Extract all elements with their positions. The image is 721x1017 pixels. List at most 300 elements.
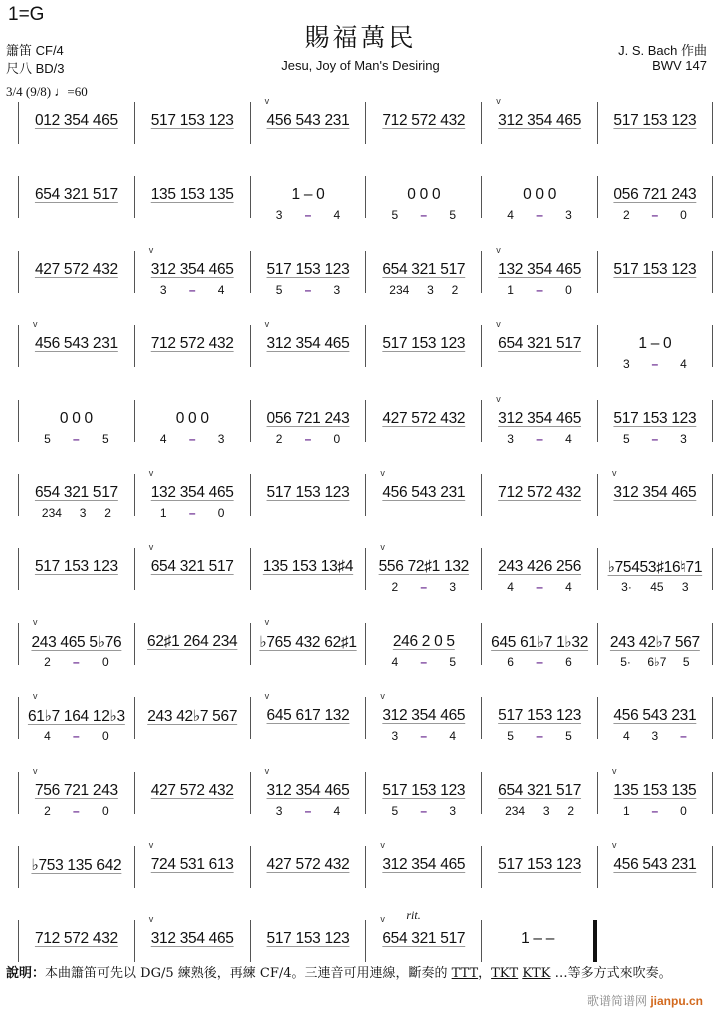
measure — [365, 839, 481, 888]
melody-text: 517 153 123 — [498, 855, 582, 873]
melody-notes — [19, 856, 134, 875]
melody-notes — [19, 930, 134, 948]
accompaniment-line — [19, 729, 134, 743]
accompaniment-note: – — [536, 580, 543, 595]
accompaniment-note: 3 — [651, 729, 659, 744]
breath-mark: v — [33, 765, 38, 776]
accompaniment-note: – — [651, 431, 659, 446]
footer-note — [6, 962, 672, 981]
melody-notes — [251, 261, 366, 279]
breath-mark: v — [33, 319, 38, 330]
accompaniment-note: 3· — [621, 580, 632, 595]
measure — [481, 96, 597, 144]
accompaniment-note: 5 — [449, 654, 457, 669]
composer: J. S. Bach 作曲 — [618, 43, 707, 58]
measure — [250, 96, 366, 144]
footer-label: 說明： — [6, 966, 46, 981]
measure — [18, 846, 134, 888]
melody-notes — [19, 707, 134, 726]
melody-text: 132 354 465 — [150, 483, 234, 501]
score-row — [18, 691, 714, 765]
accompaniment-note: – — [304, 431, 312, 446]
accompaniment-note: – — [651, 357, 659, 372]
accompaniment-note: 4 — [333, 803, 341, 818]
footer-sep: ， — [478, 966, 492, 981]
melody-text: 056 721 243 — [266, 409, 350, 427]
melody-text: 456 543 231 — [613, 855, 697, 873]
melody-notes — [135, 558, 250, 576]
melody-text: 243 42♭7 567 — [609, 633, 700, 651]
melody-text: 712 572 432 — [382, 112, 466, 129]
measure — [250, 920, 366, 962]
accompaniment-note: 4 — [507, 208, 514, 223]
accompaniment-note: 5 — [275, 282, 283, 297]
measure — [134, 697, 250, 739]
score-row — [18, 319, 714, 393]
breath-mark: v — [380, 839, 385, 850]
measure — [597, 325, 713, 372]
melody-notes — [251, 930, 366, 948]
accompaniment-line — [251, 804, 366, 818]
measure — [597, 765, 713, 818]
melody-text: 556 72♯1 132 — [378, 558, 469, 576]
accompaniment-line — [366, 655, 481, 669]
measure — [481, 319, 597, 367]
accompaniment-note: – — [680, 729, 687, 744]
accompaniment-note: 1 — [507, 282, 514, 297]
accompaniment-note: 5 — [44, 431, 51, 446]
accompaniment-line — [251, 283, 366, 297]
melody-notes — [482, 633, 597, 652]
melody-notes — [251, 558, 366, 576]
accompaniment-note: 3 — [275, 208, 283, 223]
accompaniment-note: 5 — [101, 431, 109, 446]
melody-notes — [19, 558, 134, 576]
articulation-ktk: KTK — [522, 966, 551, 981]
accompaniment-note: 2 — [391, 580, 399, 595]
accompaniment-note: 4 — [565, 431, 572, 446]
accompaniment-line — [598, 357, 712, 371]
melody-text: ♭753 135 642 — [31, 856, 122, 874]
accompaniment-note: 4 — [507, 580, 514, 595]
melody-text: 427 572 432 — [382, 409, 466, 427]
breath-mark: v — [264, 96, 270, 106]
melody-text: 312 354 465 — [382, 855, 466, 873]
measure — [597, 251, 713, 293]
instrument-flute: 簫笛 CF/4 — [6, 43, 64, 58]
accompaniment-note: 3 — [507, 431, 514, 446]
watermark-site: jianpu.cn — [650, 994, 703, 1008]
melody-notes — [366, 335, 481, 353]
time-signature-tempo: 3/4 (9/8) ♩=60 — [6, 84, 88, 99]
accompaniment-note: 3 — [680, 431, 687, 446]
melody-notes — [19, 782, 134, 800]
accompaniment-note: – — [420, 208, 428, 223]
accompaniment-line — [598, 804, 712, 818]
accompaniment-note: 6 — [507, 654, 514, 669]
breath-mark: v — [496, 244, 501, 255]
accompaniment-note: – — [73, 431, 80, 446]
accompaniment-line — [19, 655, 134, 669]
accompaniment-note: 0 — [680, 803, 687, 818]
accompaniment-note: 2 — [104, 505, 111, 520]
accompaniment-note: 0 — [680, 208, 687, 223]
accompaniment-note: 4 — [449, 729, 457, 744]
melody-notes — [19, 335, 134, 353]
melody-notes — [19, 484, 134, 502]
melody-text: 243 426 256 — [498, 558, 582, 576]
measure — [481, 846, 597, 888]
melody-notes — [598, 856, 712, 874]
measure — [250, 548, 366, 590]
accompaniment-note: 2 — [44, 654, 51, 669]
breath-mark: v — [380, 914, 385, 925]
accompaniment-note: 5 — [622, 431, 630, 446]
accompaniment-note: 3 — [565, 208, 572, 223]
accompaniment-note: 0 — [101, 654, 109, 669]
melody-text: 517 153 123 — [34, 558, 118, 576]
accompaniment-note: 3 — [427, 282, 434, 297]
melody-text: 654 321 517 — [382, 930, 466, 948]
measure — [365, 467, 481, 516]
footer-text: 本曲簫笛可先以 DG/5 練熟後，再練 CF/4。三連音可用連線，斷奏的 — [45, 966, 452, 981]
accompaniment-note: 3 — [275, 803, 283, 818]
measure — [134, 839, 250, 888]
melody-notes — [251, 186, 366, 204]
melody-notes — [482, 558, 597, 576]
melody-text: 654 321 517 — [34, 186, 118, 204]
accompaniment-note: 3 — [159, 282, 167, 297]
melody-notes — [366, 558, 481, 576]
melody-notes — [366, 410, 481, 428]
melody-text: 246 2 0 5 — [392, 632, 455, 650]
score-row — [18, 840, 714, 914]
accompaniment-note: 3 — [681, 580, 689, 595]
accompaniment-note: 1 — [622, 803, 630, 818]
melody-text: 517 153 123 — [613, 112, 697, 129]
melody-text: 456 543 231 — [266, 112, 350, 129]
measure — [597, 623, 713, 669]
measure — [250, 400, 366, 446]
measure — [365, 400, 481, 442]
melody-text: 312 354 465 — [266, 781, 350, 799]
melody-text: 654 321 517 — [382, 260, 466, 278]
breath-mark: v — [496, 319, 501, 330]
accompaniment-note: 3 — [449, 580, 457, 595]
melody-notes — [482, 410, 597, 428]
accompaniment-note: – — [304, 208, 312, 223]
breath-mark: v — [380, 542, 385, 553]
melody-notes — [482, 186, 597, 204]
accompaniment-note: 2 — [622, 208, 630, 223]
melody-notes — [598, 335, 712, 353]
melody-text: 62♯1 264 234 — [147, 632, 238, 650]
melody-text: 712 572 432 — [34, 930, 118, 948]
key-signature: 1=G — [8, 4, 45, 25]
breath-mark: v — [264, 691, 270, 702]
accompaniment-line — [19, 432, 134, 446]
melody-notes — [366, 707, 481, 725]
accompaniment-line — [482, 432, 597, 446]
accompaniment-note: 234 — [389, 282, 410, 297]
measure — [18, 102, 134, 144]
melody-text: 1 – – — [521, 930, 555, 948]
melody-text: 0 0 0 — [407, 186, 441, 204]
measure — [481, 548, 597, 595]
melody-text: 645 61♭7 1♭32 — [491, 633, 589, 651]
melody-text: 517 153 123 — [382, 335, 466, 353]
accompaniment-note: – — [73, 654, 80, 669]
melody-text: 312 354 465 — [266, 335, 350, 353]
melody-notes — [135, 186, 250, 204]
measure — [365, 251, 481, 297]
melody-notes — [598, 707, 712, 725]
accompaniment-line — [482, 729, 597, 743]
accompaniment-note: – — [304, 282, 312, 297]
breath-mark: v — [496, 393, 501, 404]
melody-notes — [598, 484, 712, 502]
melody-text: 517 153 123 — [266, 930, 350, 948]
measure — [250, 691, 366, 739]
melody-notes — [251, 335, 366, 353]
accompaniment-line — [366, 283, 481, 297]
measure — [365, 772, 481, 818]
accompaniment-note: 3 — [449, 803, 457, 818]
breath-mark: v — [33, 691, 38, 702]
measure — [134, 772, 250, 814]
measure — [134, 467, 250, 520]
accompaniment-note: 4 — [217, 282, 225, 297]
melody-notes — [135, 410, 250, 428]
accompaniment-note: – — [536, 654, 543, 669]
melody-text: 654 321 517 — [498, 781, 582, 799]
accompaniment-note: – — [536, 208, 543, 223]
accompaniment-note: 3 — [333, 282, 341, 297]
melody-notes — [251, 410, 366, 428]
melody-notes — [482, 707, 597, 725]
accompaniment-line — [598, 208, 712, 222]
accompaniment-note: – — [73, 729, 80, 744]
measure — [597, 102, 713, 144]
melody-text: 756 721 243 — [34, 781, 118, 799]
accompaniment-note: 0 — [101, 729, 109, 744]
measure — [134, 325, 250, 367]
melody-text: 517 153 123 — [613, 260, 697, 278]
accompaniment-note: – — [536, 729, 543, 744]
breath-mark: v — [264, 765, 270, 776]
accompaniment-line — [366, 804, 481, 818]
melody-text: 712 572 432 — [150, 335, 234, 353]
melody-text: 427 572 432 — [150, 781, 234, 799]
measure — [481, 244, 597, 297]
melody-notes — [598, 186, 712, 204]
breath-mark: v — [496, 96, 501, 106]
instrument-shakuhachi: 尺八 BD/3 — [6, 61, 65, 76]
measure — [250, 251, 366, 297]
measure — [134, 623, 250, 665]
accompaniment-note: 5 — [391, 803, 399, 818]
watermark-cn: 歌谱简谱网 — [586, 994, 651, 1008]
melody-text: 61♭7 164 12♭3 — [27, 708, 125, 726]
accompaniment-line — [482, 283, 597, 297]
accompaniment-note: – — [188, 282, 196, 297]
breath-mark: v — [33, 616, 38, 627]
measure — [481, 393, 597, 446]
melody-text: 1 – 0 — [291, 186, 325, 204]
accompaniment-note: – — [420, 803, 428, 818]
measure — [365, 102, 481, 144]
melody-notes — [598, 558, 712, 577]
accompaniment-line — [135, 283, 250, 297]
measure — [134, 914, 250, 962]
measure — [18, 251, 134, 293]
measure — [597, 697, 713, 744]
accompaniment-line — [598, 655, 712, 669]
melody-text: 312 354 465 — [150, 260, 234, 278]
accompaniment-note: 4 — [333, 208, 341, 223]
melody-notes — [135, 484, 250, 502]
accompaniment-note: 5 — [565, 729, 572, 744]
accompaniment-note: 0 — [217, 505, 225, 520]
accompaniment-note: 234 — [505, 803, 526, 818]
melody-text: 517 153 123 — [266, 483, 350, 501]
melody-notes — [251, 707, 366, 725]
accompaniment-note: 234 — [41, 505, 62, 520]
melody-text: 0 0 0 — [175, 409, 209, 427]
measure — [481, 176, 597, 223]
melody-text: 243 465 5♭76 — [31, 633, 122, 651]
breath-mark: v — [611, 765, 617, 776]
melody-notes — [135, 633, 250, 651]
measure — [365, 908, 481, 962]
accompaniment-note: 4 — [159, 431, 167, 446]
accompaniment-note: 6♭7 — [647, 654, 667, 669]
accompaniment-line — [482, 804, 597, 818]
breath-mark: v — [148, 914, 154, 925]
accompaniment-note: 0 — [101, 803, 109, 818]
score-row — [18, 468, 714, 542]
measure — [597, 548, 713, 595]
accompaniment-line — [135, 432, 250, 446]
measure — [481, 623, 597, 669]
breath-mark: v — [148, 467, 154, 478]
accompaniment-note: 1 — [159, 505, 167, 520]
melody-notes — [366, 186, 481, 204]
melody-notes — [251, 782, 366, 800]
melody-notes — [135, 930, 250, 948]
melody-text: 056 721 243 — [613, 186, 697, 204]
measure — [134, 400, 250, 446]
melody-text: 456 543 231 — [613, 707, 697, 725]
ritardando-mark: rit. — [406, 908, 421, 923]
accompaniment-line — [19, 506, 134, 520]
accompaniment-line — [19, 804, 134, 818]
melody-text: 0 0 0 — [59, 409, 93, 427]
melody-text: 312 354 465 — [613, 483, 697, 501]
accompaniment-note: – — [188, 505, 196, 520]
measure — [250, 176, 366, 223]
melody-text: 517 153 123 — [266, 260, 350, 278]
melody-notes — [482, 261, 597, 279]
accompaniment-note: 6 — [565, 654, 572, 669]
melody-notes — [366, 484, 481, 502]
accompaniment-note: – — [420, 580, 428, 595]
measure — [365, 542, 481, 595]
accompaniment-note: 2 — [275, 431, 283, 446]
melody-notes — [366, 112, 481, 130]
melody-notes — [19, 410, 134, 428]
melody-notes — [135, 707, 250, 726]
melody-notes — [366, 633, 481, 651]
melody-text: ♭765 432 62♯1 — [259, 633, 357, 651]
melody-text: 724 531 613 — [150, 855, 234, 873]
breath-mark: v — [264, 616, 270, 627]
melody-notes — [482, 782, 597, 800]
measure — [481, 697, 597, 744]
melody-text: 0 0 0 — [523, 186, 557, 204]
accompaniment-note: – — [188, 431, 196, 446]
melody-text: 654 321 517 — [150, 558, 234, 576]
breath-mark: v — [380, 467, 385, 478]
melody-notes — [135, 335, 250, 353]
accompaniment-note: 5 — [449, 208, 457, 223]
accompaniment-line — [598, 432, 712, 446]
accompaniment-note: – — [304, 803, 312, 818]
melody-notes — [135, 856, 250, 874]
melody-text: 312 354 465 — [150, 930, 234, 948]
measure — [18, 474, 134, 520]
accompaniment-note: 4 — [680, 357, 687, 372]
melody-text: 645 617 132 — [266, 707, 350, 725]
melody-text: 517 153 123 — [498, 707, 582, 725]
melody-text: ♭75453♯16♮71 — [607, 559, 703, 577]
score-row — [18, 542, 714, 616]
accompaniment-note: 2 — [451, 282, 459, 297]
melody-notes — [366, 856, 481, 874]
measure — [250, 474, 366, 516]
melody-text: 243 42♭7 567 — [147, 708, 238, 726]
breath-mark: v — [264, 319, 270, 330]
accompaniment-note: 4 — [391, 654, 399, 669]
melody-notes — [482, 856, 597, 874]
melody-notes — [19, 261, 134, 279]
accompaniment-line — [251, 208, 366, 222]
melody-notes — [135, 112, 250, 130]
score-row — [18, 96, 714, 170]
melody-text: 1 – 0 — [638, 335, 672, 353]
measure — [597, 467, 713, 516]
melody-notes — [19, 633, 134, 652]
melody-notes — [251, 633, 366, 652]
accompaniment-note: – — [420, 729, 428, 744]
measure — [365, 623, 481, 669]
measure — [250, 846, 366, 888]
score-row — [18, 766, 714, 840]
accompaniment-note: 4 — [44, 729, 51, 744]
measure — [18, 616, 134, 669]
accompaniment-note: – — [420, 654, 428, 669]
measure — [365, 691, 481, 744]
score-row — [18, 245, 714, 319]
catalog-number: BWV 147 — [652, 58, 707, 73]
breath-mark: v — [611, 467, 617, 478]
accompaniment-note: – — [651, 803, 659, 818]
articulation-tkt: TKT — [491, 966, 519, 981]
melody-notes — [482, 484, 597, 502]
measure — [365, 325, 481, 367]
melody-text: 654 321 517 — [34, 483, 118, 501]
breath-mark: v — [148, 839, 154, 850]
